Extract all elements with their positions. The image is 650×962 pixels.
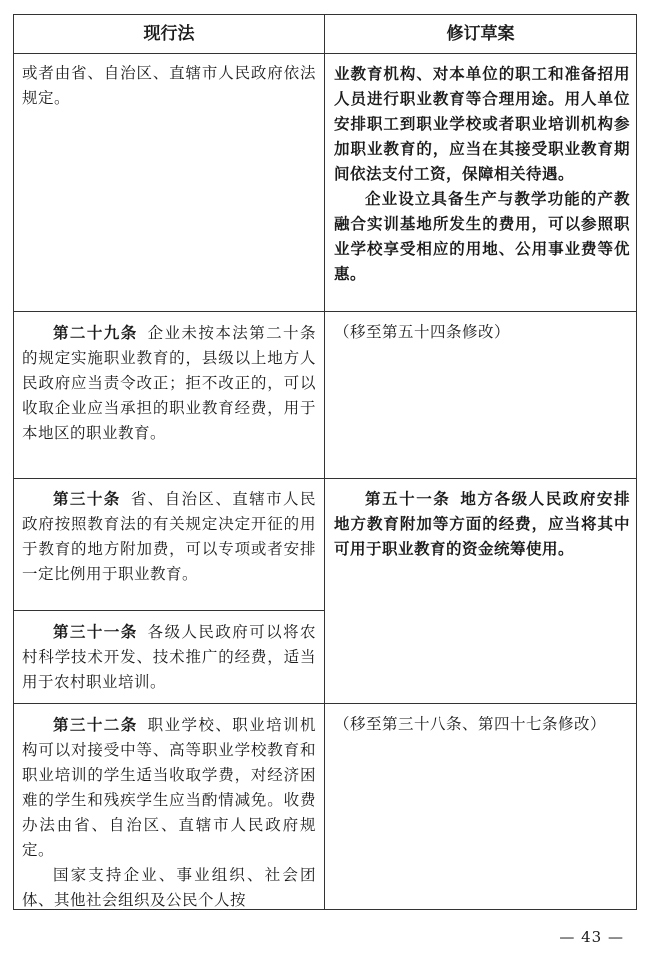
row1-right-paragraph-2: 企业设立具备生产与教学功能的产教融合实训基地所发生的费用，可以参照职业学校享受相应的用地、公用事业费等优惠。 <box>334 189 630 283</box>
row1-revised-draft-text <box>334 61 630 286</box>
row2-current-law-text <box>22 320 316 446</box>
row1-current-law-text: 或者由省、自治区、直辖市人民政府依法规定。 <box>22 64 316 107</box>
article-29-title: 第二十九条 <box>53 323 138 342</box>
comparison-table <box>13 14 637 910</box>
page-number: — 43 — <box>559 928 624 946</box>
row-divider-2 <box>14 478 636 479</box>
row-divider-1 <box>14 311 636 312</box>
row5-current-law-text <box>22 712 316 913</box>
article-30-title: 第三十条 <box>53 489 121 508</box>
row-divider-3-left <box>14 610 324 611</box>
article-31-body: 各级人民政府可以将农村科学技术开发、技术推广的经费，适当用于农村职业培训。 <box>22 623 316 691</box>
header-revised-draft: 修订草案 <box>446 24 515 44</box>
column-divider <box>324 15 325 909</box>
article-51-body: 地方各级人民政府安排地方教育附加等方面的经费，应当将其中可用于职业教育的资金统筹使用。 <box>334 489 630 558</box>
article-51-title: 第五十一条 <box>365 489 451 508</box>
row2-revised-draft-text: （移至第五十四条修改） <box>334 323 511 341</box>
row3-revised-draft-text <box>334 486 630 561</box>
row5-revised-draft-text: （移至第三十八条、第四十七条修改） <box>334 715 607 733</box>
row-divider-4 <box>14 703 636 704</box>
row4-current-law-text <box>22 619 316 695</box>
row3-current-law-text <box>22 486 316 587</box>
article-32-paragraph-2: 国家支持企业、事业组织、社会团体、其他社会组织及公民个人按 <box>22 866 316 909</box>
row-divider-header <box>14 53 636 54</box>
article-31-title: 第三十一条 <box>53 622 138 641</box>
row1-right-paragraph-1: 业教育机构、对本单位的职工和准备招用人员进行职业教育等合理用途。用人单位安排职工到职业学校或者职业培训机构参加职业教育的，应当在其接受职业教育期间依法支付工资，保障相关待遇。 <box>334 64 630 183</box>
article-32-title: 第三十二条 <box>53 715 138 734</box>
header-current-law: 现行法 <box>143 24 195 44</box>
article-30-body: 省、自治区、直辖市人民政府按照教育法的有关规定决定开征的用于教育的地方附加费，可以专项或者安排一定比例用于职业教育。 <box>22 490 316 583</box>
article-29-body: 企业未按本法第二十条的规定实施职业教育的，县级以上地方人民政府应当责令改正；拒不改正的，可以收取企业应当承担的职业教育经费，用于本地区的职业教育。 <box>22 324 316 442</box>
article-32-body: 职业学校、职业培训机构可以对接受中等、高等职业学校教育和职业培训的学生适当收取学费，对经济困难的学生和残疾学生应当酌情减免。收费办法由省、自治区、直辖市人民政府规定。 <box>22 716 316 859</box>
